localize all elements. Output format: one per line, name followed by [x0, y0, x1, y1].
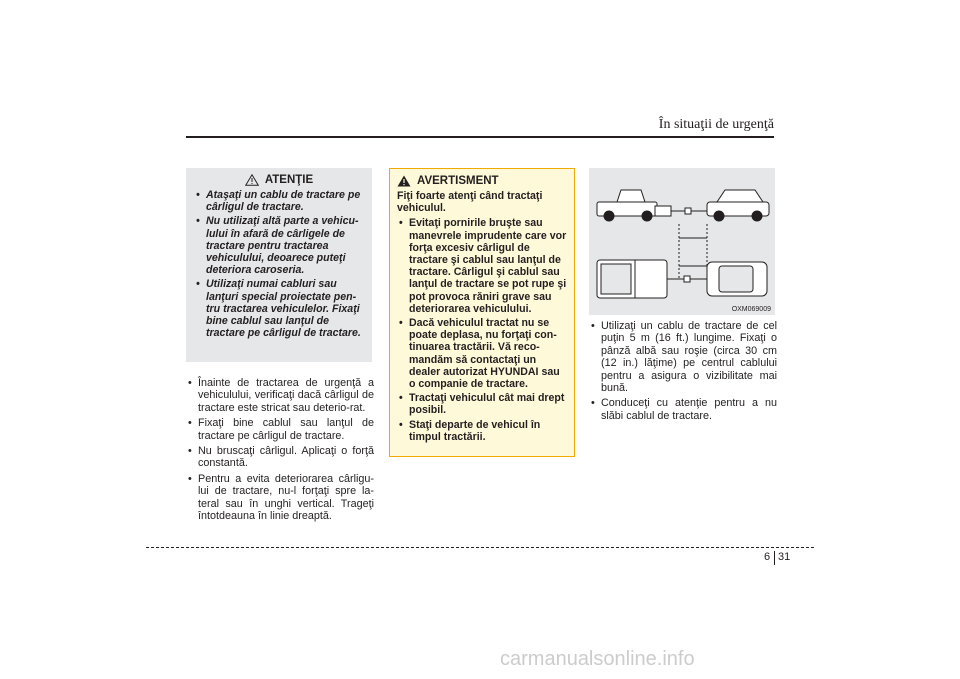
right-instructions: [589, 320, 777, 425]
figure-code: OXM069009: [731, 306, 771, 313]
warning-box: [389, 168, 575, 457]
page-number-separator: [774, 551, 775, 565]
caution-title: ATENŢIE: [264, 174, 314, 186]
tow-truck-diagram: [589, 168, 775, 315]
list-item: • Fixaţi bine cablul sau lanţul de tractare pe cârligul de tractare.: [186, 417, 374, 442]
list-item: • Înainte de tractarea de urgenţă a vehiculului, verificaţi dacă cârligul de tractare este stricat sau deterio-rat.: [186, 377, 374, 414]
page-number: 31: [778, 551, 791, 563]
warning-item: • Evitaţi pornirile bruşte sau manevrele imprudente care vor forţa excesiv cârligul de tractare şi cablul sau lanţul de tractare. Cârligul şi cablul sau lanţul de tractare se pot rupe şi pot provoca răniri grave sau deteriorarea vehiculului.: [397, 217, 567, 315]
caution-item: • Utilizaţi numai cabluri sau lanţuri special proiectate pen-tru tractarea vehiculelor. Fixaţi bine cablul sau lanţul de tractare pe cârligul de tractare.: [194, 278, 364, 339]
warning-item: • Staţi departe de vehicul în timpul tractării.: [397, 419, 567, 443]
caution-list: [194, 189, 364, 339]
caution-title-row: [194, 174, 364, 186]
list-item: • Utilizaţi un cablu de tractare de cel puţin 5 m (16 ft.) lungime. Fixaţi o pânză albă sau roşie (circa 30 cm (12 in.) lăţime) pe centrul cablului pentru a asigura o vizibilitate mai bună.: [589, 320, 777, 394]
warning-intro: Fiţi foarte atenţi când tractaţi vehiculul.: [397, 190, 543, 215]
caution-item: • Ataşaţi un cablu de tractare pe cârligul de tractare.: [194, 189, 364, 213]
caution-item: • Nu utilizaţi altă parte a vehicu-lului în afară de cârligele de tractare pentru tractarea vehiculului, deoarece puteţi deteriora caroseria.: [194, 215, 364, 276]
list-item: • Nu bruscaţi cârligul. Aplicaţi o forţă constantă.: [186, 445, 374, 470]
watermark: carmanualsonline.info: [500, 648, 695, 670]
tow-truck-side-icon: [597, 190, 671, 221]
left-instructions: [186, 377, 374, 525]
warning-triangle-icon: [397, 175, 411, 187]
header-divider: [186, 136, 774, 138]
list-item: • Conduceţi cu atenţie pentru a nu slăbi cablul de tractare.: [589, 397, 777, 422]
towed-car-top-icon: [707, 262, 767, 296]
caution-triangle-icon: [245, 174, 259, 186]
warning-list: [397, 217, 567, 443]
footer-divider: [146, 547, 814, 548]
tow-truck-top-icon: [597, 260, 667, 298]
warning-title-row: [397, 175, 567, 187]
towed-car-side-icon: [707, 190, 769, 221]
section-title: În situaţii de urgenţă: [658, 117, 774, 132]
flag-side: [685, 208, 691, 214]
caution-box: [186, 168, 372, 362]
list-item: • Pentru a evita deteriorarea cârligu-lui de tractare, nu-l forţaţi spre la-teral sau în unghi vertical. Trageţi întotdeauna în linie dreaptă.: [186, 473, 374, 523]
warning-title: AVERTISMENT: [417, 175, 499, 187]
chapter-number: 6: [764, 551, 771, 563]
towing-illustration: [589, 168, 775, 315]
warning-item: • Tractaţi vehiculul cât mai drept posibil.: [397, 392, 567, 416]
warning-item: • Dacă vehiculul tractat nu se poate deplasa, nu forţaţi con-tinuarea tractării. Vă reco-mandăm să contactaţi un dealer autorizat HYUNDAI sau o companie de tractare.: [397, 317, 567, 390]
